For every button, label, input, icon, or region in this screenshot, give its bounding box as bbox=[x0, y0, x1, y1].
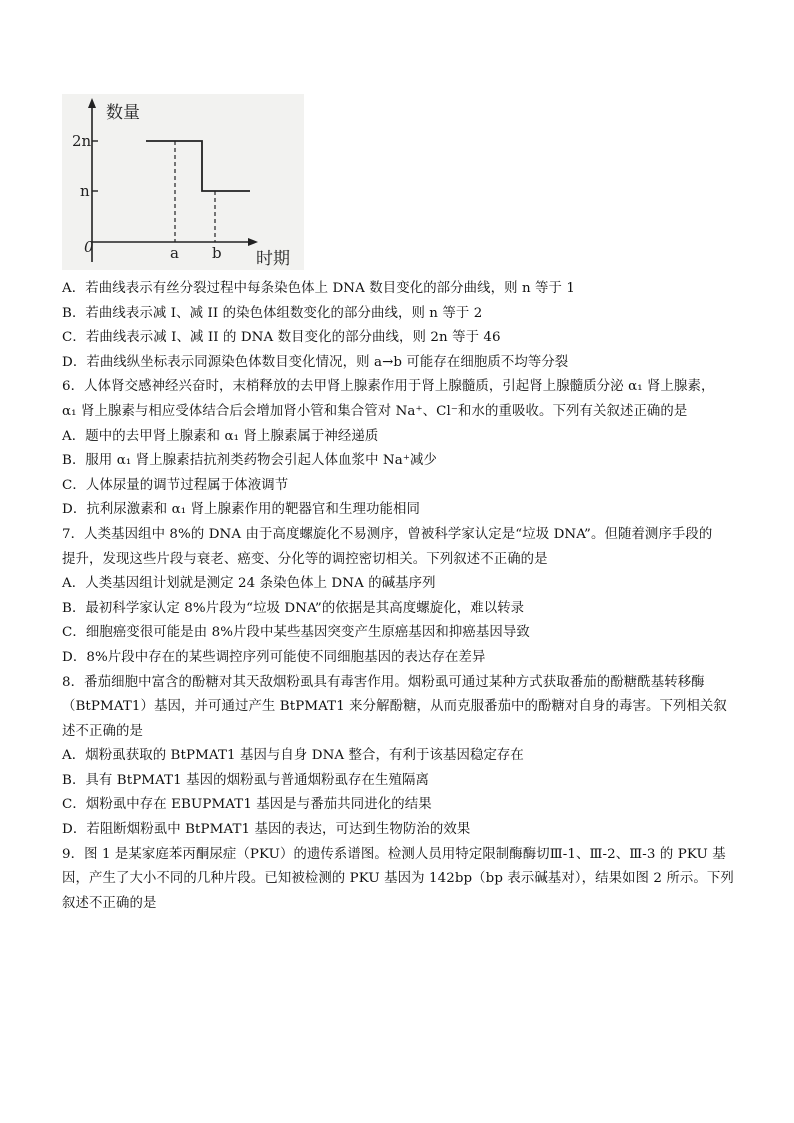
q7-stem-line2: 提升，发现这些片段与衰老、癌变、分化等的调控密切相关。下列叙述不正确的是 bbox=[62, 551, 548, 567]
q9-stem-line3: 叙述不正确的是 bbox=[62, 895, 157, 911]
q8-stem-line3: 述不正确的是 bbox=[62, 723, 143, 739]
x-tick-a: a bbox=[170, 244, 179, 262]
q8-stem-line1: 8．番茄细胞中富含的酚糖对其天敌烟粉虱具有毒害作用。烟粉虱可通过某种方式获取番茄的酚糖酰基转移酶 bbox=[62, 674, 705, 690]
q9-stem-line2: 因，产生了大小不同的几种片段。已知被检测的 PKU 基因为 142bp（bp 表示碱基对），结果如图 2 所示。下列 bbox=[62, 871, 734, 887]
q6-option-a: A．题中的去甲肾上腺素和 α₁ 肾上腺素属于神经递质 bbox=[62, 428, 379, 444]
q8-option-a: A．烟粉虱获取的 BtPMAT1 基因与自身 DNA 整合，有利于该基因稳定存在 bbox=[62, 748, 524, 764]
q7-option-a: A．人类基因组计划就是测定 24 条染色体上 DNA 的碱基序列 bbox=[62, 576, 436, 592]
q8-option-b: B．具有 BtPMAT1 基因的烟粉虱与普通烟粉虱存在生殖隔离 bbox=[62, 772, 429, 788]
q6-stem-line1: 6．人体肾交感神经兴奋时，末梢释放的去甲肾上腺素作用于肾上腺髓质，引起肾上腺髓质分泌 α₁ 肾上腺素， bbox=[62, 379, 715, 395]
q6-option-d: D．抗利尿激素和 α₁ 肾上腺素作用的靶器官和生理功能相同 bbox=[62, 502, 420, 518]
step-line-chart bbox=[62, 94, 304, 270]
y-axis-arrow bbox=[88, 98, 96, 108]
q7-option-d: D．8%片段中存在的某些调控序列可能使不同细胞基因的表达存在差异 bbox=[62, 649, 486, 665]
q9-stem-line1: 9．图 1 是某家庭苯丙酮尿症（PKU）的遗传系谱图。检测人员用特定限制酶酶切Ⅲ-1、Ⅲ-2、Ⅲ-3 的 PKU 基 bbox=[62, 846, 726, 862]
q5-option-a: A．若曲线表示有丝分裂过程中每条染色体上 DNA 数目变化的部分曲线，则 n 等于 1 bbox=[62, 281, 576, 296]
x-axis-arrow bbox=[248, 238, 258, 246]
q6-option-c: C．人体尿量的调节过程属于体液调节 bbox=[62, 477, 289, 493]
step-curve bbox=[146, 141, 250, 191]
x-tick-b: b bbox=[212, 244, 222, 262]
quantity-period-figure bbox=[62, 94, 304, 270]
q8-option-d: D．若阻断烟粉虱中 BtPMAT1 基因的表达，可达到生物防治的效果 bbox=[62, 822, 471, 838]
q6-stem-line2: α₁ 肾上腺素与相应受体结合后会增加肾小管和集合管对 Na⁺、Cl⁻和水的重吸收。下列有关叙述正确的是 bbox=[62, 403, 688, 419]
q6-option-b: B．服用 α₁ 肾上腺素拮抗剂类药物会引起人体血浆中 Na⁺减少 bbox=[62, 453, 437, 469]
q8-stem-line2: （BtPMAT1）基因，并可通过产生 BtPMAT1 来分解酚糖，从而克服番茄中的酚糖对自身的毒害。下列相关叙 bbox=[62, 699, 727, 715]
q7-option-b: B．最初科学家认定 8%片段为“垃圾 DNA”的依据是其高度螺旋化，难以转录 bbox=[62, 600, 525, 616]
q8-option-c: C．烟粉虱中存在 EBUPMAT1 基因是与番茄共同进化的结果 bbox=[62, 797, 432, 813]
y-tick-n: n bbox=[80, 182, 90, 200]
y-axis-label: 数量 bbox=[106, 103, 140, 123]
q7-stem-line1: 7．人类基因组中 8%的 DNA 由于高度螺旋化不易测序，曾被科学家认定是“垃圾 DNA”。但随着测序手段的 bbox=[62, 526, 713, 542]
x-axis-label: 时期 bbox=[256, 249, 290, 269]
y-tick-2n: 2n bbox=[72, 132, 92, 150]
q5-option-c: C．若曲线表示减 I、减 II 的 DNA 数目变化的部分曲线，则 2n 等于 46 bbox=[62, 330, 501, 346]
origin-label: 0 bbox=[84, 238, 94, 256]
question-content bbox=[62, 277, 742, 916]
q5-option-d: D．若曲线纵坐标表示同源染色体数目变化情况，则 a→b 可能存在细胞质不均等分裂 bbox=[62, 354, 569, 370]
q5-option-b: B．若曲线表示减 I、减 II 的染色体组数变化的部分曲线，则 n 等于 2 bbox=[62, 305, 483, 321]
q7-option-c: C．细胞癌变很可能是由 8%片段中某些基因突变产生原癌基因和抑癌基因导致 bbox=[62, 625, 530, 641]
